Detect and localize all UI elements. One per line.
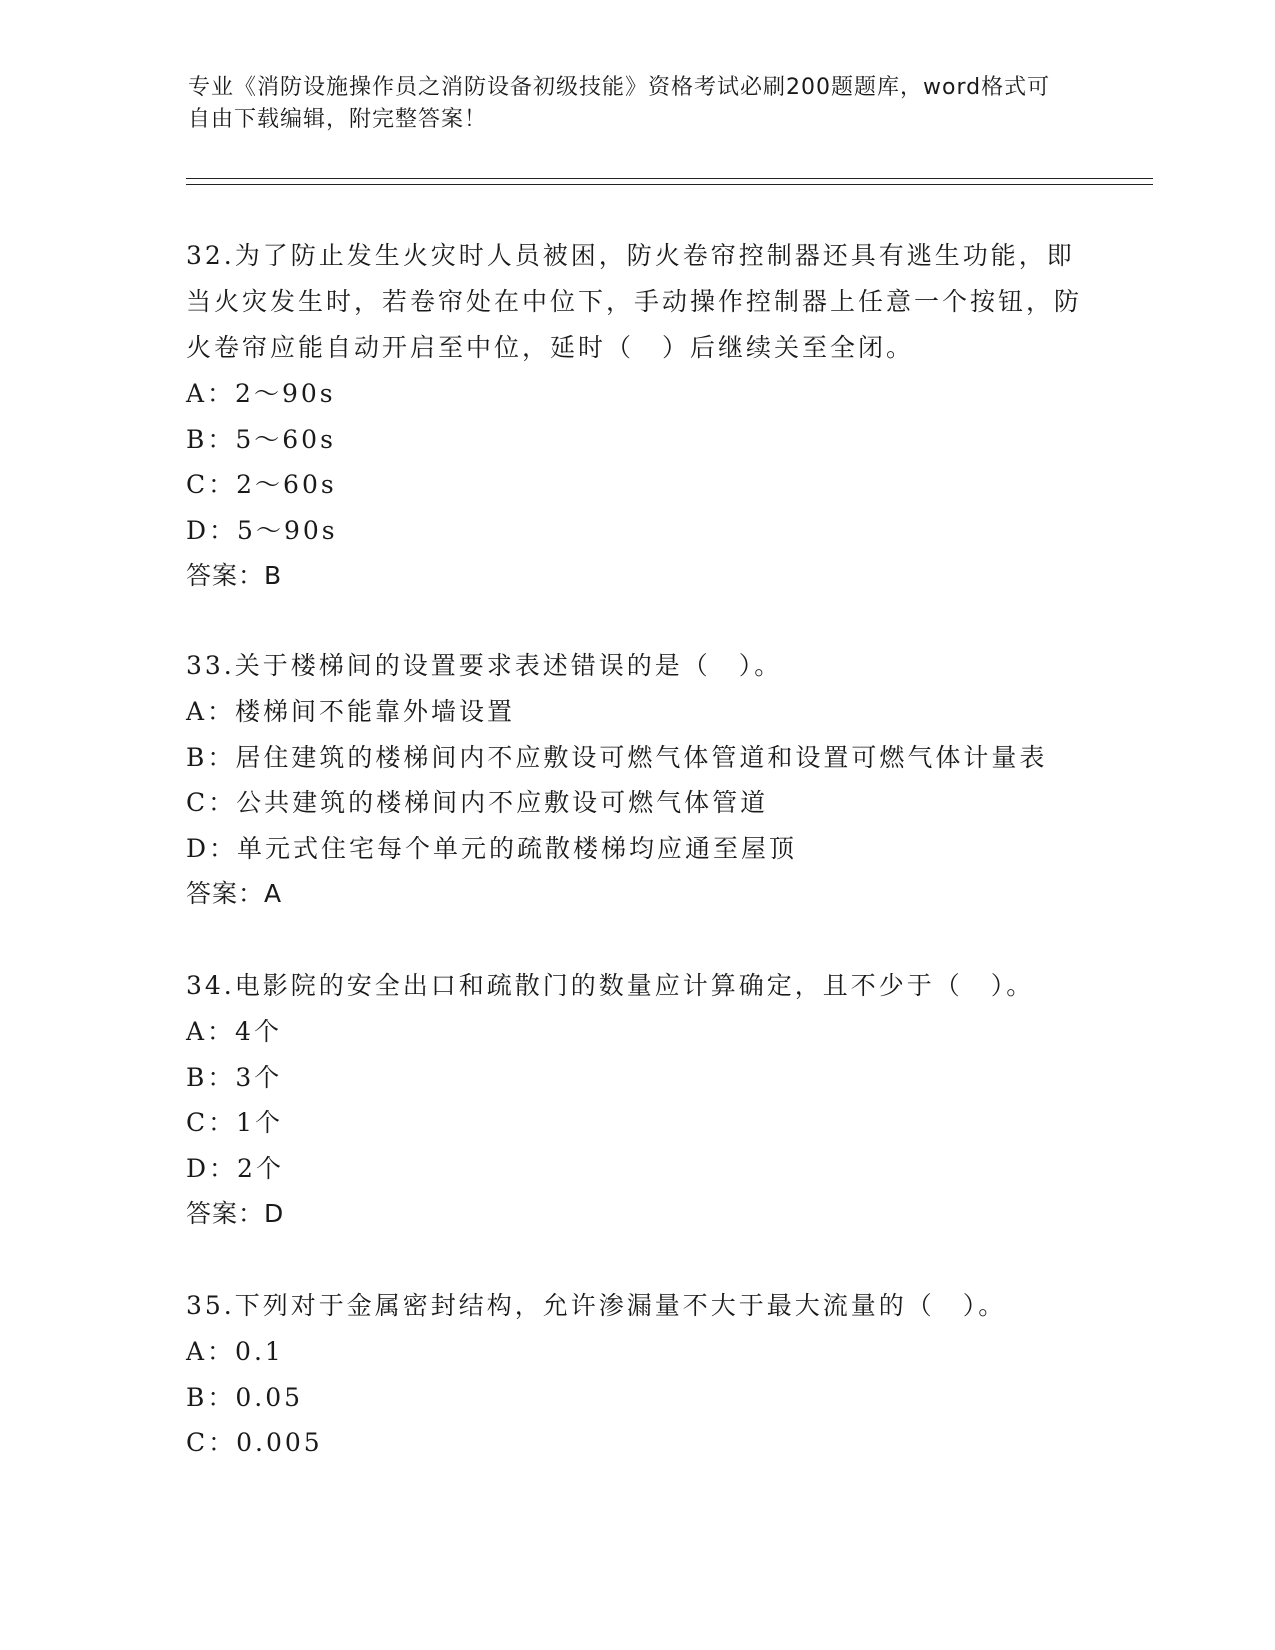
option-b: B：3个: [186, 1062, 283, 1092]
option-a: A：0.1: [186, 1337, 284, 1366]
option-list: [186, 371, 1086, 553]
header-divider-bottom: [186, 184, 1153, 185]
option-list: [186, 1009, 1086, 1191]
option-a: A：4个: [186, 1017, 282, 1046]
question-35: [186, 1283, 1086, 1466]
option-list: [186, 1329, 1086, 1466]
option-list: [186, 689, 1086, 871]
answer-line: 答案：A: [186, 879, 283, 908]
question-text: 33.关于楼梯间的设置要求表述错误的是（ ）。: [186, 651, 783, 680]
option-d: D：5～90s: [186, 515, 338, 545]
question-32: [186, 233, 1086, 599]
option-b: B：5～60s: [186, 424, 336, 454]
question-33: [186, 643, 1086, 917]
option-b: B：居住建筑的楼梯间内不应敷设可燃气体管道和设置可燃气体计量表: [186, 742, 1048, 772]
answer-line: 答案：B: [186, 561, 283, 590]
option-d: D：单元式住宅每个单元的疏散楼梯均应通至屋顶: [186, 833, 798, 863]
header-divider-top: [186, 178, 1153, 179]
option-c: C：1个: [186, 1108, 284, 1137]
option-a: A：2～90s: [186, 379, 336, 408]
question-text: 34.电影院的安全出口和疏散门的数量应计算确定，且不少于（ ）。: [186, 971, 1035, 1000]
option-c: C：0.005: [186, 1428, 323, 1457]
option-d: D：2个: [186, 1153, 284, 1183]
question-text: 32.为了防止发生火灾时人员被困，防火卷帘控制器还具有逃生功能，即当火灾发生时，若卷帘处在中位下，手动操作控制器上任意一个按钮，防火卷帘应能自动开启至中位，延时（ ）后继续关至全闭。: [186, 241, 1083, 362]
answer-line: 答案：D: [186, 1199, 285, 1228]
option-a: A：楼梯间不能靠外墙设置: [186, 697, 516, 726]
question-34: [186, 963, 1086, 1237]
question-text: 35.下列对于金属密封结构，允许渗漏量不大于最大流量的（ ）。: [186, 1291, 1007, 1320]
option-b: B：0.05: [186, 1382, 304, 1412]
option-c: C：公共建筑的楼梯间内不应敷设可燃气体管道: [186, 788, 769, 817]
document-header: 专业《消防设施操作员之消防设备初级技能》资格考试必刷200题题库，word格式可自由下载编辑，附完整答案！: [188, 75, 1051, 132]
option-c: C：2～60s: [186, 470, 337, 499]
